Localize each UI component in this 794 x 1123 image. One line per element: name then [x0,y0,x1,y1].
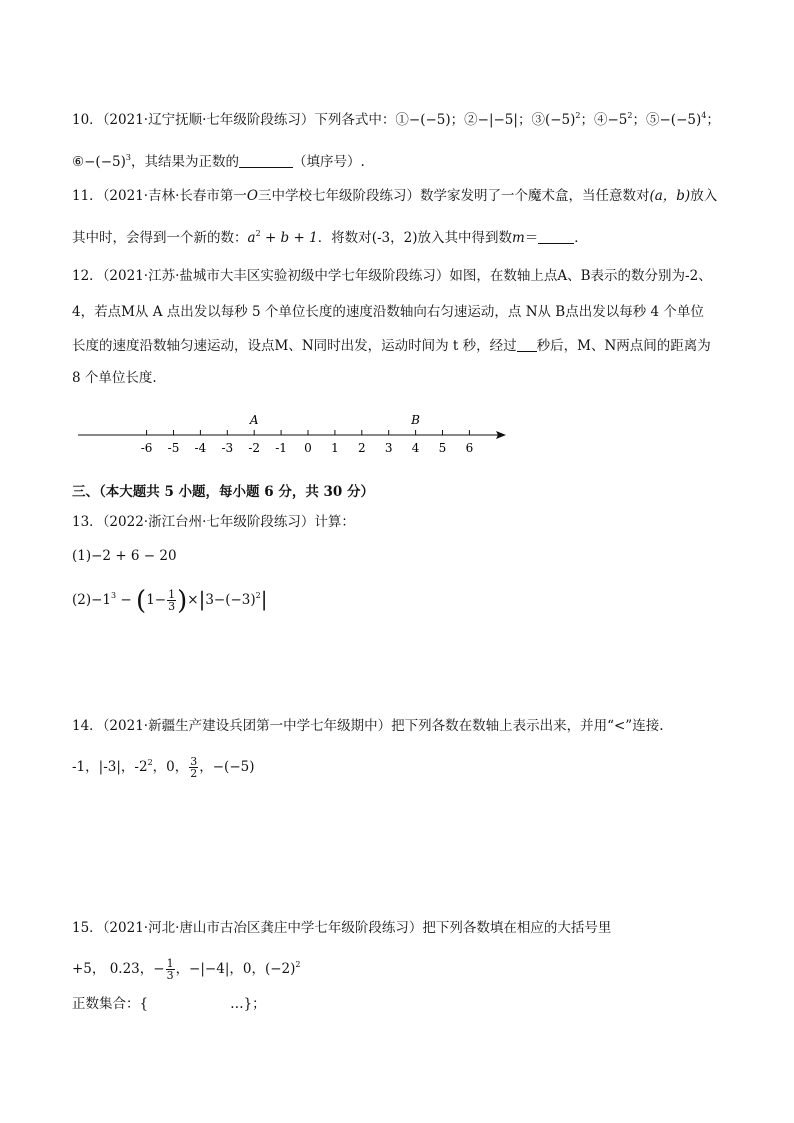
q11-stem: 数学家发明了一个魔术盒，当任意数对 [419,188,650,204]
q15-positive-label: 正数集合：{ [72,996,149,1012]
q11-source-rest: 三中学校七年级阶段练习） [257,188,420,204]
q11-number: 11． [72,188,103,204]
q13-stem: 计算： [314,514,355,530]
fraction-denominator: 2 [190,767,198,780]
q13-fraction [167,589,176,612]
question-12-line-4: 8 个单位长度. [72,370,157,386]
q11-text: 放入其中得到数 [417,230,512,246]
q14-num: -1， [72,759,99,775]
q11-text: ．将数对 [317,230,372,246]
q11-stem-end: 放入 [690,188,718,204]
q12-answer-blank[interactable] [517,337,537,352]
q10-sep: ； [580,112,594,128]
q11-end: ． [574,230,588,246]
q10-sep: ； [706,112,720,128]
q11-text: 其中时，会得到一个新的数： [72,230,248,246]
number-line-tick-label: -2 [248,441,261,455]
q13-expr: (2)−1 [72,592,112,608]
q13-expr: − [116,592,137,608]
q13-paren-left: ( [136,586,147,616]
q13-paren-right: ) [177,586,188,616]
q13-expr: 3−(−3) [205,592,256,608]
q15-num: ，−|−4|，0， [175,961,265,977]
question-15-line-2 [72,952,301,982]
number-line-tick-label: 1 [331,441,339,455]
q12-number: 12． [72,268,103,284]
number-line-tick-label: 5 [438,441,447,455]
q14-num: ，-2 [120,759,148,775]
question-12-line-2: 4，若点M从 A 点出发以每秒 5 个单位长度的速度沿数轴向右匀速运动，点 N从 B点出发以每秒 4 个单位 [72,304,704,320]
q10-item-marker: ④ [593,112,608,128]
q10-expr: −(−5) [659,112,702,128]
number-line-point-b-label: B [411,413,421,427]
number-line-tick-label: -5 [167,441,180,455]
q15-exponent: 2 [295,960,301,969]
number-line-tick-label: 4 [411,441,420,455]
number-line-figure [72,405,512,465]
q13-exponent: 2 [255,591,261,600]
q12-text: 长度的速度沿数轴匀速运动，设点M、N同时出发，运动时间为 t 秒，经过 [72,338,517,354]
q11-equals: ＝ [524,230,539,246]
q10-item-marker: ① [395,112,409,128]
q15-number: 15． [72,920,103,936]
q11-exponent: 2 [255,229,261,238]
q10-exponent: 4 [701,111,707,120]
q14-exponent: 2 [147,758,153,767]
q10-source: （2021·辽宁抚顺·七年级阶段练习） [102,112,315,128]
question-12-line-1 [72,266,712,286]
q10-item-marker: ⑥ [72,154,85,170]
q10-sep: ； [517,112,532,128]
q10-sep: ； [450,112,465,128]
q10-exponent: 2 [627,111,633,120]
q14-stem: 把下列各数在数轴上表示出来，并用“<”连接. [391,718,664,734]
number-line-tick-label: -1 [275,441,287,455]
fraction-numerator: 1 [168,588,176,601]
q11-formula-rest: + b + 1 [260,230,318,246]
q10-expr: −(−5) [84,154,126,170]
q10-sep: ； [632,112,646,128]
q10-exponent: 3 [125,153,131,162]
q10-answer-blank[interactable] [239,153,293,168]
number-line-tick-label: -3 [221,441,234,455]
q13-abs-left: | [198,587,206,611]
q11-answer-blank[interactable] [538,229,574,244]
q13-times: × [187,592,199,608]
fraction-denominator: 3 [166,969,174,982]
q10-expr: −|−5| [477,112,518,128]
q15-positive-set [72,994,266,1014]
q10-item-marker: ③ [531,112,545,128]
q11-var-m: m [511,230,525,246]
number-line-tick-label: 0 [304,441,312,455]
q11-source-o: O [246,188,258,204]
q10-expr: −(−5) [408,112,451,128]
q14-fraction [189,756,198,779]
number-line-tick-label: 2 [357,441,366,455]
q11-source: （2021·吉林·长春市第一 [102,188,247,204]
q13-source: （2022·浙江台州·七年级阶段练习） [102,514,315,530]
question-14-line-2 [72,750,255,780]
q12-text: 如图，在数轴上点A、B表示的数分别为-2、 [449,268,712,284]
q13-part-1: (1)−2 + 6 − 20 [72,548,177,564]
q10-exponent: 2 [575,111,581,120]
q15-stem: 把下列各数填在相应的大括号里 [422,920,612,936]
question-13-line-1 [72,512,355,532]
fraction-numerator: 3 [190,755,198,768]
q15-source: （2021·河北·唐山市古冶区龚庄中学七年级阶段练习） [102,920,423,936]
q12-source: （2021·江苏·盐城市大丰区实验初级中学七年级阶段练习） [102,268,450,284]
question-11-line-2 [72,224,588,248]
number-line-point-a-label: A [249,413,259,427]
section-3-title: 三、（本大题共 5 小题，每小题 6 分，共 30 分） [72,484,375,500]
q15-fraction [166,958,175,981]
question-14-line-1 [72,716,664,736]
q14-num: ，0， [152,759,189,775]
q10-text: ，其结果为正数的 [130,154,239,170]
number-line-tick-label: -4 [194,441,207,455]
q15-num: +5， 0.23，− [72,961,165,977]
q13-expr: 1− [146,592,167,608]
q14-num: |-3| [98,759,121,775]
q13-number: 13． [72,514,103,530]
q14-number: 14． [72,718,103,734]
question-15-line-1 [72,918,611,938]
q10-expr: (−5) [544,112,576,128]
number-line-tick-label: 3 [384,441,393,455]
q12-text: 秒后，M、N两点间的距离为 [536,338,711,354]
q10-expr: −5 [607,112,628,128]
q10-tail: （填序号）. [292,154,365,170]
q13-exponent: 3 [111,591,117,600]
number-line-tick-label: -6 [140,441,153,455]
question-12-line-3 [72,336,711,356]
question-11-line-1 [72,186,717,206]
q10-item-marker: ⑤ [645,112,660,128]
fraction-denominator: 3 [168,600,176,613]
q10-number: 10． [72,112,103,128]
q15-num: (−2) [264,961,296,977]
q11-formula-a: a [247,230,256,246]
question-10-line-1 [72,106,720,130]
q14-source: （2021·新疆生产建设兵团第一中学七年级期中） [102,718,392,734]
q13-part-2 [72,582,268,615]
q11-pair2: (-3，2) [371,230,418,246]
number-line-tick-label: 6 [465,441,474,455]
q13-abs-right: | [260,587,268,611]
q14-num: ，−(−5) [199,759,255,775]
fraction-numerator: 1 [166,957,174,970]
question-10-line-2 [72,148,365,172]
q10-item-marker: ② [464,112,478,128]
q15-positive-end: …}； [230,996,266,1012]
q11-pair: (a，b) [649,188,691,204]
q10-stem: 下列各式中： [314,112,396,128]
